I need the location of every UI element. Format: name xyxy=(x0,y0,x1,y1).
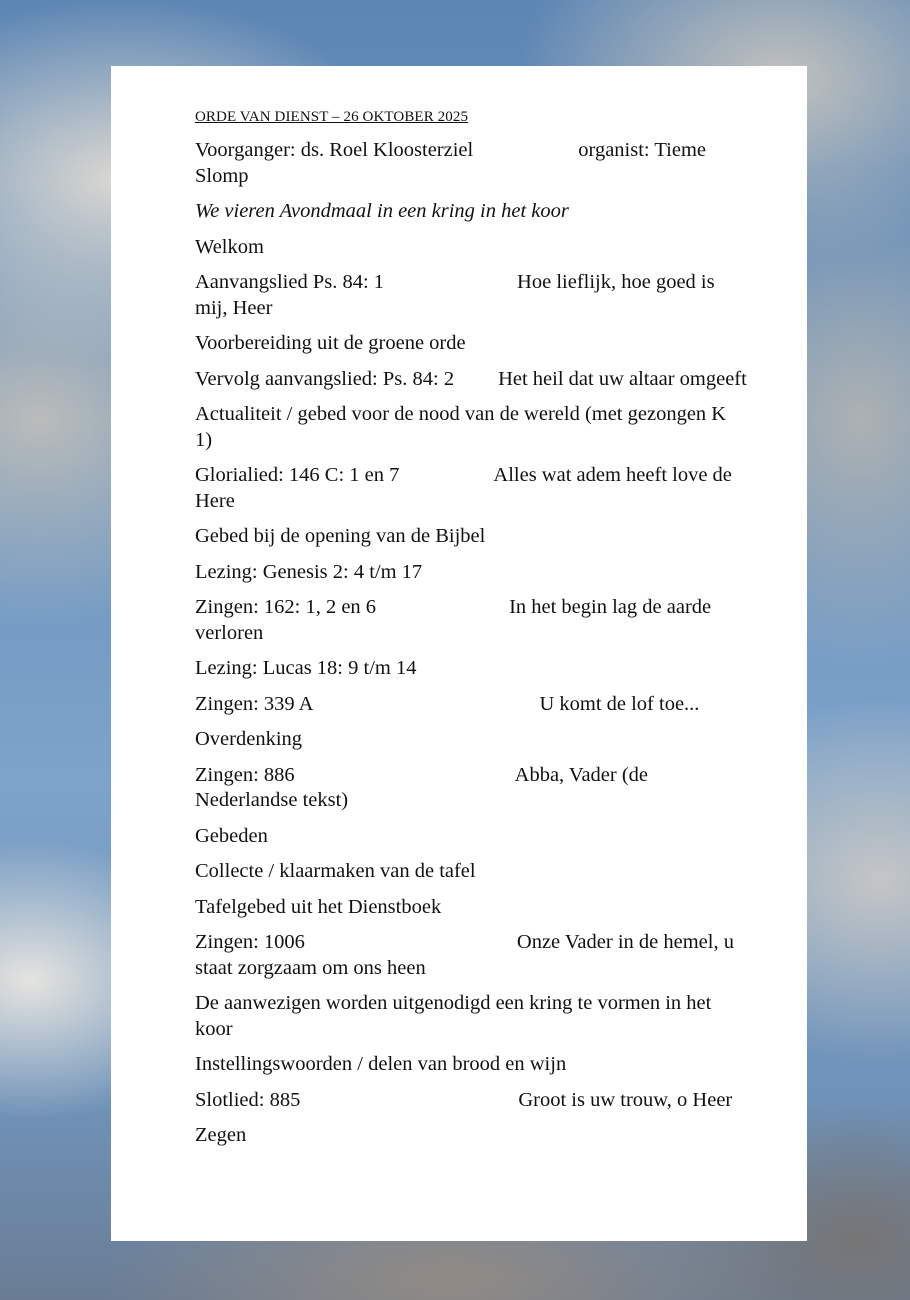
service-order-content xyxy=(195,106,747,1159)
item-detail: Hoe lieflijk, hoe goed is mij, Heer xyxy=(195,271,715,319)
list-item-actualiteit xyxy=(195,402,747,453)
item-detail: Alles wat adem heeft love de Here xyxy=(195,464,732,512)
list-item-zingen-886 xyxy=(195,763,747,814)
item-label: Overdenking xyxy=(195,728,303,750)
item-label: Gebed bij de opening van de Bijbel xyxy=(195,525,486,547)
item-detail: Het heil dat uw altaar omgeeft xyxy=(498,367,747,390)
item-label: Lezing: Lucas 18: 9 t/m 14 xyxy=(195,657,417,679)
item-label: Collecte / klaarmaken van de tafel xyxy=(195,860,476,882)
list-item-voorganger xyxy=(195,138,747,189)
item-label: De aanwezigen worden uitgenodigd een kring te vormen in het koor xyxy=(195,992,712,1040)
item-label: Instellingswoorden / delen van brood en wijn xyxy=(195,1053,567,1075)
list-item-tafelgebed xyxy=(195,895,747,921)
item-label: Gebeden xyxy=(195,824,268,847)
item-label: Zingen: 886 xyxy=(195,763,295,786)
list-item-avondmaal-note xyxy=(195,199,747,225)
item-label: Glorialied: 146 C: 1 en 7 xyxy=(195,464,400,486)
item-label: Zingen: 339 A xyxy=(195,692,314,715)
list-item-kring-uitnodiging xyxy=(195,991,747,1042)
page-title: ORDE VAN DIENST – 26 OKTOBER 2025 xyxy=(195,109,469,125)
list-item-zingen-1006 xyxy=(195,930,747,981)
list-item-zingen-339a xyxy=(195,692,747,718)
list-item-gebed-opening xyxy=(195,524,747,550)
list-item-zingen-162 xyxy=(195,595,747,646)
item-label: Lezing: Genesis 2: 4 t/m 17 xyxy=(195,560,423,583)
service-order-sheet xyxy=(111,66,807,1241)
list-item-collecte xyxy=(195,859,747,885)
item-detail: organist: Tieme Slomp xyxy=(195,139,706,187)
item-detail: In het begin lag de aarde verloren xyxy=(195,596,712,644)
list-item-gebeden xyxy=(195,824,747,850)
item-label: Voorbereiding uit de groene orde xyxy=(195,332,466,354)
item-label: Aanvangslied Ps. 84: 1 xyxy=(195,271,385,293)
list-item-glorialied xyxy=(195,463,747,514)
item-label: Voorganger: ds. Roel Kloosterziel xyxy=(195,139,474,161)
item-label: Slotlied: 885 xyxy=(195,1088,301,1111)
list-item-slotlied xyxy=(195,1088,747,1114)
list-item-lezing-lucas xyxy=(195,656,747,682)
list-item-zegen xyxy=(195,1123,747,1149)
item-label: Tafelgebed uit het Dienstboek xyxy=(195,895,442,918)
list-item-instellingswoorden xyxy=(195,1052,747,1078)
item-label: Zingen: 1006 xyxy=(195,931,305,953)
list-item-overdenking xyxy=(195,727,747,753)
item-label: Welkom xyxy=(195,235,264,258)
list-item-vervolg-aanvangslied xyxy=(195,367,747,393)
item-label: We vieren Avondmaal in een kring in het koor xyxy=(195,200,569,222)
list-item-welkom xyxy=(195,235,747,261)
item-detail: U komt de lof toe... xyxy=(539,692,700,715)
item-detail: Onze Vader in de hemel, u staat zorgzaam om ons heen xyxy=(195,931,734,979)
list-item-lezing-genesis xyxy=(195,560,747,586)
item-label: Zegen xyxy=(195,1124,247,1146)
list-item-voorbereiding xyxy=(195,331,747,357)
item-detail: Abba, Vader (de Nederlandse tekst) xyxy=(195,763,649,811)
item-label: Vervolg aanvangslied: Ps. 84: 2 xyxy=(195,367,455,390)
item-detail: Groot is uw trouw, o Heer xyxy=(518,1088,733,1111)
list-item-aanvangslied xyxy=(195,270,747,321)
item-label: Actualiteit / gebed voor de nood van de wereld (met gezongen K 1) xyxy=(195,403,727,451)
item-label: Zingen: 162: 1, 2 en 6 xyxy=(195,596,377,618)
